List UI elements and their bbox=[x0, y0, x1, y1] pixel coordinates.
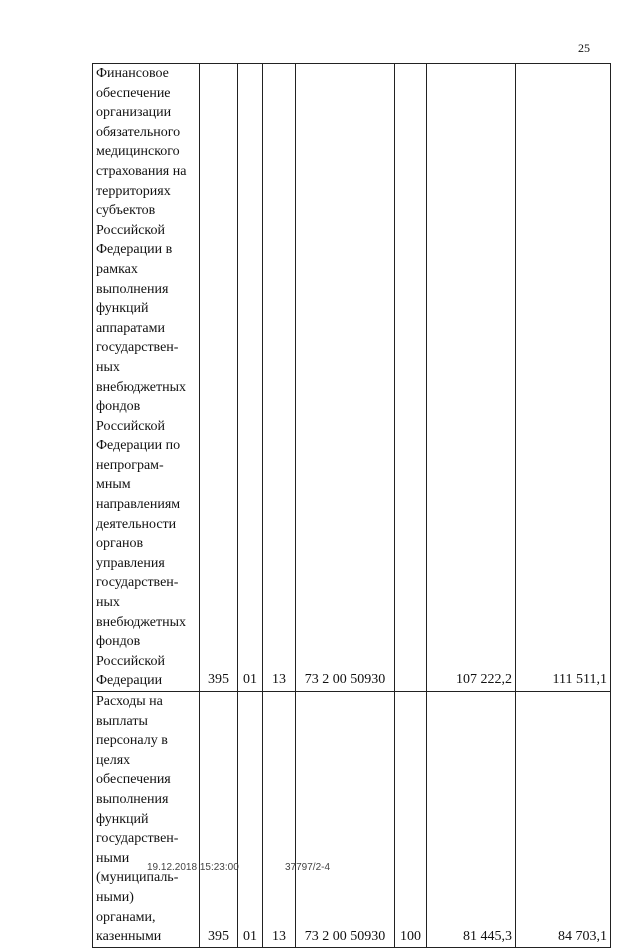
row-name-cell bbox=[93, 692, 200, 948]
amount-2019-cell: 107 222,2 bbox=[427, 64, 516, 692]
target-article-cell: 73 2 00 50930 bbox=[296, 692, 395, 948]
row-name-line: Российской bbox=[96, 418, 165, 434]
target-article-cell: 73 2 00 50930 bbox=[296, 64, 395, 692]
row-name-line: обязательного bbox=[96, 124, 181, 140]
row-name-line: Расходы на bbox=[96, 694, 163, 709]
row-name-line: государствен- bbox=[96, 340, 179, 356]
footer-document-code: 37797/2-4 bbox=[285, 862, 331, 873]
amount-2020-cell: 111 511,1 bbox=[516, 64, 611, 692]
row-name-line: выплаты bbox=[96, 713, 148, 729]
row-name-line: территориях bbox=[96, 183, 171, 199]
row-name-line: целях bbox=[96, 752, 131, 768]
row-name-line: ными bbox=[96, 850, 130, 866]
row-name-line: персоналу в bbox=[96, 733, 168, 749]
section-code-cell: 01 bbox=[238, 64, 263, 692]
row-name-line: внебюджетных bbox=[96, 614, 187, 630]
amount-2019-cell: 81 445,3 bbox=[427, 692, 516, 948]
row-name-line: субъектов bbox=[96, 203, 156, 219]
row-name-line: медицинского bbox=[96, 144, 180, 160]
row-name-line: казенными bbox=[96, 929, 162, 945]
page-number: 25 bbox=[578, 41, 590, 55]
row-name-line: непрограм- bbox=[96, 457, 164, 473]
row-name-line: страхования на bbox=[96, 163, 187, 179]
expense-type-cell bbox=[395, 64, 427, 692]
budget-table bbox=[92, 63, 611, 948]
row-name-line: Федерации по bbox=[96, 438, 181, 454]
row-name-line: мным bbox=[96, 477, 131, 493]
row-name-line: аппаратами bbox=[96, 320, 165, 336]
row-name-line: Федерации в bbox=[96, 242, 173, 258]
amount-2020-cell: 84 703,1 bbox=[516, 692, 611, 948]
row-name-line: функций bbox=[96, 301, 149, 317]
row-name-line: внебюджетных bbox=[96, 379, 187, 395]
row-name-line: ных bbox=[96, 359, 120, 375]
subsection-code-cell: 13 bbox=[263, 64, 296, 692]
row-name-line: выполнения bbox=[96, 791, 169, 807]
row-name-line: деятельности bbox=[96, 516, 177, 532]
row-name-line: направлениям bbox=[96, 497, 181, 513]
row-name-cell bbox=[93, 64, 200, 692]
footer-timestamp: 19.12.2018 15:23:00 bbox=[147, 862, 239, 873]
row-name-line: государствен- bbox=[96, 831, 179, 847]
row-name-line: Российской bbox=[96, 653, 165, 669]
row-name-line: Российской bbox=[96, 222, 165, 238]
row-name-line: органов bbox=[96, 536, 144, 552]
table-row bbox=[93, 692, 611, 948]
row-name-line: управления bbox=[96, 555, 165, 571]
ministry-code-cell: 395 bbox=[200, 692, 238, 948]
row-name-line: государствен- bbox=[96, 575, 179, 591]
table-row bbox=[93, 64, 611, 692]
row-name-line: ными) bbox=[96, 889, 134, 905]
row-name-line: Финансовое bbox=[96, 66, 169, 81]
subsection-code-cell: 13 bbox=[263, 692, 296, 948]
row-name-line: выполнения bbox=[96, 281, 169, 297]
row-name-line: обеспечения bbox=[96, 772, 171, 788]
expense-type-cell: 100 bbox=[395, 692, 427, 948]
ministry-code-cell: 395 bbox=[200, 64, 238, 692]
row-name-line: обеспечение bbox=[96, 85, 171, 101]
row-name-line: органами, bbox=[96, 909, 156, 925]
row-name-line: Федерации bbox=[96, 673, 163, 689]
row-name-line: фондов bbox=[96, 399, 141, 415]
row-name-line: (муниципаль- bbox=[96, 870, 179, 886]
row-name-line: функций bbox=[96, 811, 149, 827]
row-name-line: рамках bbox=[96, 261, 138, 277]
row-name-line: фондов bbox=[96, 634, 141, 650]
row-name-line: организации bbox=[96, 105, 172, 121]
section-code-cell: 01 bbox=[238, 692, 263, 948]
row-name-line: ных bbox=[96, 595, 120, 611]
